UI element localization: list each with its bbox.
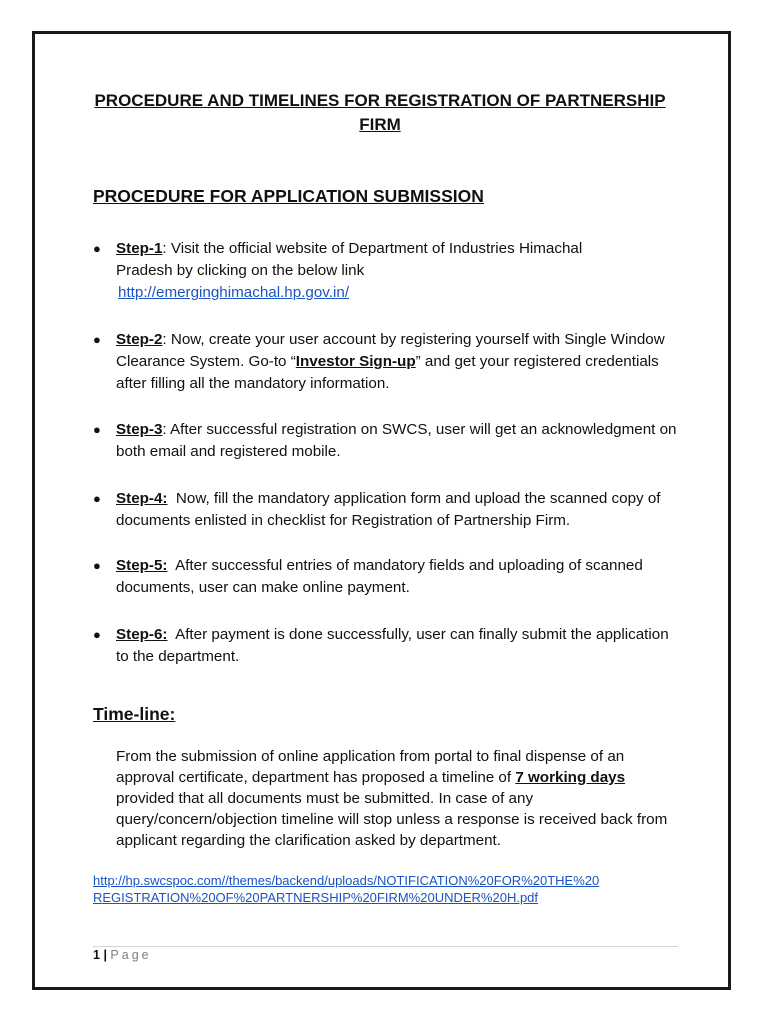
step-text: : Now, create your user account by registering yourself with Single Window Clearance System. Go-to “ xyxy=(116,331,665,370)
bullet-icon: ● xyxy=(93,332,101,347)
step-4 xyxy=(93,488,683,532)
page-number: 1 xyxy=(93,948,100,962)
step-label: Step-4: xyxy=(116,490,168,507)
step-label: Step-1 xyxy=(116,240,163,257)
bullet-icon: ● xyxy=(93,241,101,256)
step-text: Pradesh by clicking on the below link xyxy=(116,262,365,279)
page-label: Page xyxy=(110,948,152,962)
step-text: Now, fill the mandatory application form and upload the scanned copy of documents enlisted in checklist for Registration of Partnership Firm. xyxy=(116,490,665,529)
timeline-text: From the submission of online application from portal to final dispense of an approval certificate, department has proposed a timeline of xyxy=(116,748,625,786)
bullet-icon: ● xyxy=(93,627,101,642)
notification-link-line-2[interactable]: REGISTRATION%20OF%20PARTNERSHIP%20FIRM%20UNDER%20H.pdf xyxy=(93,890,539,905)
step-1 xyxy=(93,238,683,304)
title-line-2: FIRM xyxy=(359,115,401,134)
notification-link-line-1[interactable]: http://hp.swcspoc.com//themes/backend/uploads/NOTIFICATION%20FOR%20THE%20 xyxy=(93,873,600,888)
step-text: After payment is done successfully, user can finally submit the application to the department. xyxy=(116,626,673,665)
footer-divider xyxy=(93,946,678,947)
step-label: Step-3 xyxy=(116,421,163,438)
footer-separator: | xyxy=(103,948,107,962)
section-heading: PROCEDURE FOR APPLICATION SUBMISSION xyxy=(93,186,484,206)
step-5 xyxy=(93,555,683,599)
bullet-icon: ● xyxy=(93,422,101,437)
working-days-emphasis: 7 working days xyxy=(515,769,626,786)
investor-signup-emphasis: Investor Sign-up xyxy=(295,353,416,370)
step-text: ” and get your registered credentials after filling all the mandatory information. xyxy=(116,353,659,392)
notification-link-block xyxy=(93,872,683,906)
step-text: : Visit the official website of Department of Industries Himachal xyxy=(162,240,583,257)
bullet-icon: ● xyxy=(93,491,101,506)
step-text: After successful entries of mandatory fields and uploading of scanned documents, user can make online payment. xyxy=(116,557,648,596)
step-2 xyxy=(93,329,683,395)
step-3 xyxy=(93,419,683,463)
timeline-text: provided that all documents must be submitted. In case of any query/concern/objection timeline will stop unless a response is received back from applicant regarding the clarification asked by department. xyxy=(116,790,668,849)
page-footer xyxy=(93,948,152,962)
bullet-icon: ● xyxy=(93,558,101,573)
step-label: Step-5: xyxy=(116,557,168,574)
step-text: : After successful registration on SWCS, user will get an acknowledgment on both email and registered mobile. xyxy=(116,421,677,460)
website-link[interactable]: http://emerginghimachal.hp.gov.in/ xyxy=(118,284,350,301)
step-label: Step-2 xyxy=(116,331,163,348)
step-label: Step-6: xyxy=(116,626,168,643)
document-title xyxy=(80,89,680,137)
step-6 xyxy=(93,624,683,668)
timeline-paragraph xyxy=(116,746,676,851)
title-line-1: PROCEDURE AND TIMELINES FOR REGISTRATION OF PARTNERSHIP xyxy=(94,91,666,110)
timeline-heading: Time-line: xyxy=(93,704,176,724)
